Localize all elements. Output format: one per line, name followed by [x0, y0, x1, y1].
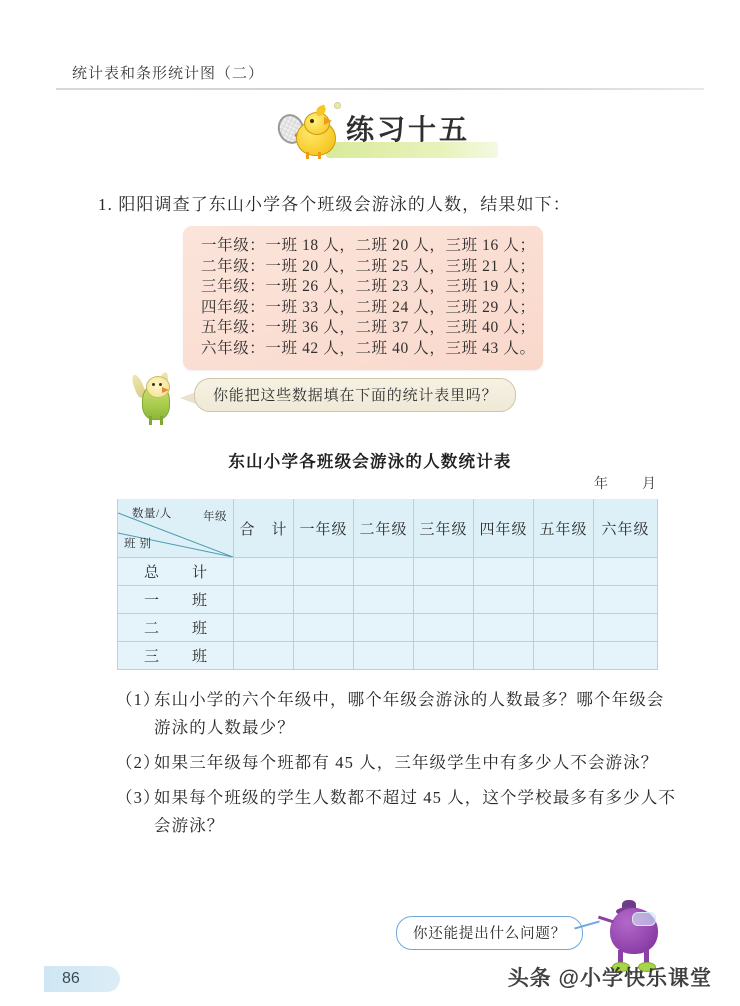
table-row — [118, 558, 658, 586]
table-cell[interactable] — [534, 614, 594, 642]
bottom-hint-bubble: 你还能提出什么问题？ — [396, 916, 583, 950]
table-cell[interactable] — [414, 614, 474, 642]
table-cell[interactable] — [474, 586, 534, 614]
statistics-table — [117, 497, 658, 670]
question-number: （3） — [116, 788, 161, 807]
table-corner-cell — [118, 498, 234, 558]
page-number: 86 — [62, 970, 80, 987]
table-header-row — [118, 498, 658, 558]
question-item — [116, 686, 676, 742]
table-row — [118, 614, 658, 642]
data-line: 三年级：一班 26 人，二班 23 人，三班 19 人； — [201, 278, 536, 295]
row-label: 一 班 — [118, 586, 234, 614]
table-cell[interactable] — [474, 558, 534, 586]
table-cell[interactable] — [234, 614, 294, 642]
question-number: （1） — [116, 690, 161, 709]
row-label: 二 班 — [118, 614, 234, 642]
table-cell[interactable] — [234, 642, 294, 670]
page-number-tab — [44, 966, 120, 992]
table-cell[interactable] — [354, 586, 414, 614]
table-cell[interactable] — [414, 586, 474, 614]
question-text: 东山小学的六个年级中，哪个年级会游泳的人数最多？哪个年级会游泳的人数最少？ — [154, 690, 665, 737]
hint-bubble-row — [128, 368, 548, 430]
column-header: 六年级 — [594, 498, 658, 558]
data-line: 四年级：一班 33 人，二班 24 人，三班 29 人； — [201, 298, 536, 316]
data-box — [183, 226, 543, 370]
column-header: 合 计 — [234, 498, 294, 558]
data-line: 一年级：一班 18 人，二班 20 人，三班 16 人； — [201, 237, 536, 254]
table-cell[interactable] — [354, 642, 414, 670]
column-header: 二年级 — [354, 498, 414, 558]
question-number: （2） — [116, 753, 161, 772]
table-cell[interactable] — [294, 586, 354, 614]
table-cell[interactable] — [474, 614, 534, 642]
table-row — [118, 642, 658, 670]
lesson-title-block — [268, 106, 498, 164]
column-header: 一年级 — [294, 498, 354, 558]
header-rule — [56, 88, 704, 90]
question-item — [116, 749, 676, 777]
table-cell[interactable] — [414, 558, 474, 586]
column-header: 四年级 — [474, 498, 534, 558]
question-text: 如果每个班级的学生人数都不超过 45 人，这个学校最多有多少人不会游泳？ — [154, 788, 676, 835]
watermark: 头条 @小学快乐课堂 — [507, 967, 712, 990]
corner-class-label: 班别 — [124, 538, 155, 550]
table-title: 东山小学各班级会游泳的人数统计表 — [228, 453, 512, 471]
table-cell[interactable] — [534, 586, 594, 614]
data-line: 五年级：一班 36 人，二班 37 人，三班 40 人； — [201, 319, 536, 336]
table-cell[interactable] — [354, 558, 414, 586]
hint-bubble: 你能把这些数据填在下面的统计表里吗？ — [194, 378, 516, 412]
question-item — [116, 784, 676, 840]
table-cell[interactable] — [594, 642, 658, 670]
problem-1-prompt — [98, 190, 571, 215]
table-cell[interactable] — [234, 558, 294, 586]
problem-1-text: 阳阳调查了东山小学各个班级会游泳的人数，结果如下： — [118, 195, 571, 214]
problem-1-number: 1. — [98, 195, 113, 214]
table-cell[interactable] — [354, 614, 414, 642]
corner-quantity-label: 数量/人 — [132, 508, 172, 520]
table-cell[interactable] — [234, 586, 294, 614]
page-title: 练习十五 — [346, 114, 471, 145]
table-cell[interactable] — [594, 558, 658, 586]
row-label: 三 班 — [118, 642, 234, 670]
column-header: 五年级 — [534, 498, 594, 558]
data-line: 六年级：一班 42 人，二班 40 人，三班 43 人。 — [201, 339, 536, 357]
table-cell[interactable] — [294, 558, 354, 586]
table-cell[interactable] — [594, 614, 658, 642]
table-cell[interactable] — [294, 614, 354, 642]
data-line: 二年级：一班 20 人，二班 25 人，三班 21 人； — [201, 257, 536, 275]
row-label: 总 计 — [118, 558, 234, 586]
table-cell[interactable] — [414, 642, 474, 670]
table-cell[interactable] — [594, 586, 658, 614]
corner-grade-label: 年级 — [203, 511, 227, 523]
table-date-label: 年 月 — [594, 477, 666, 492]
column-header: 三年级 — [414, 498, 474, 558]
glasses-icon — [632, 912, 656, 926]
table-row — [118, 586, 658, 614]
table-cell[interactable] — [294, 642, 354, 670]
question-text: 如果三年级每个班都有 45 人，三年级学生中有多少人不会游泳？ — [154, 753, 659, 772]
question-list — [116, 686, 676, 847]
table-cell[interactable] — [534, 558, 594, 586]
chick-mascot-icon — [276, 108, 348, 160]
ball-icon — [334, 102, 341, 109]
running-header: 统计表和条形统计图（二） — [72, 66, 265, 82]
table-cell[interactable] — [534, 642, 594, 670]
table-cell[interactable] — [474, 642, 534, 670]
